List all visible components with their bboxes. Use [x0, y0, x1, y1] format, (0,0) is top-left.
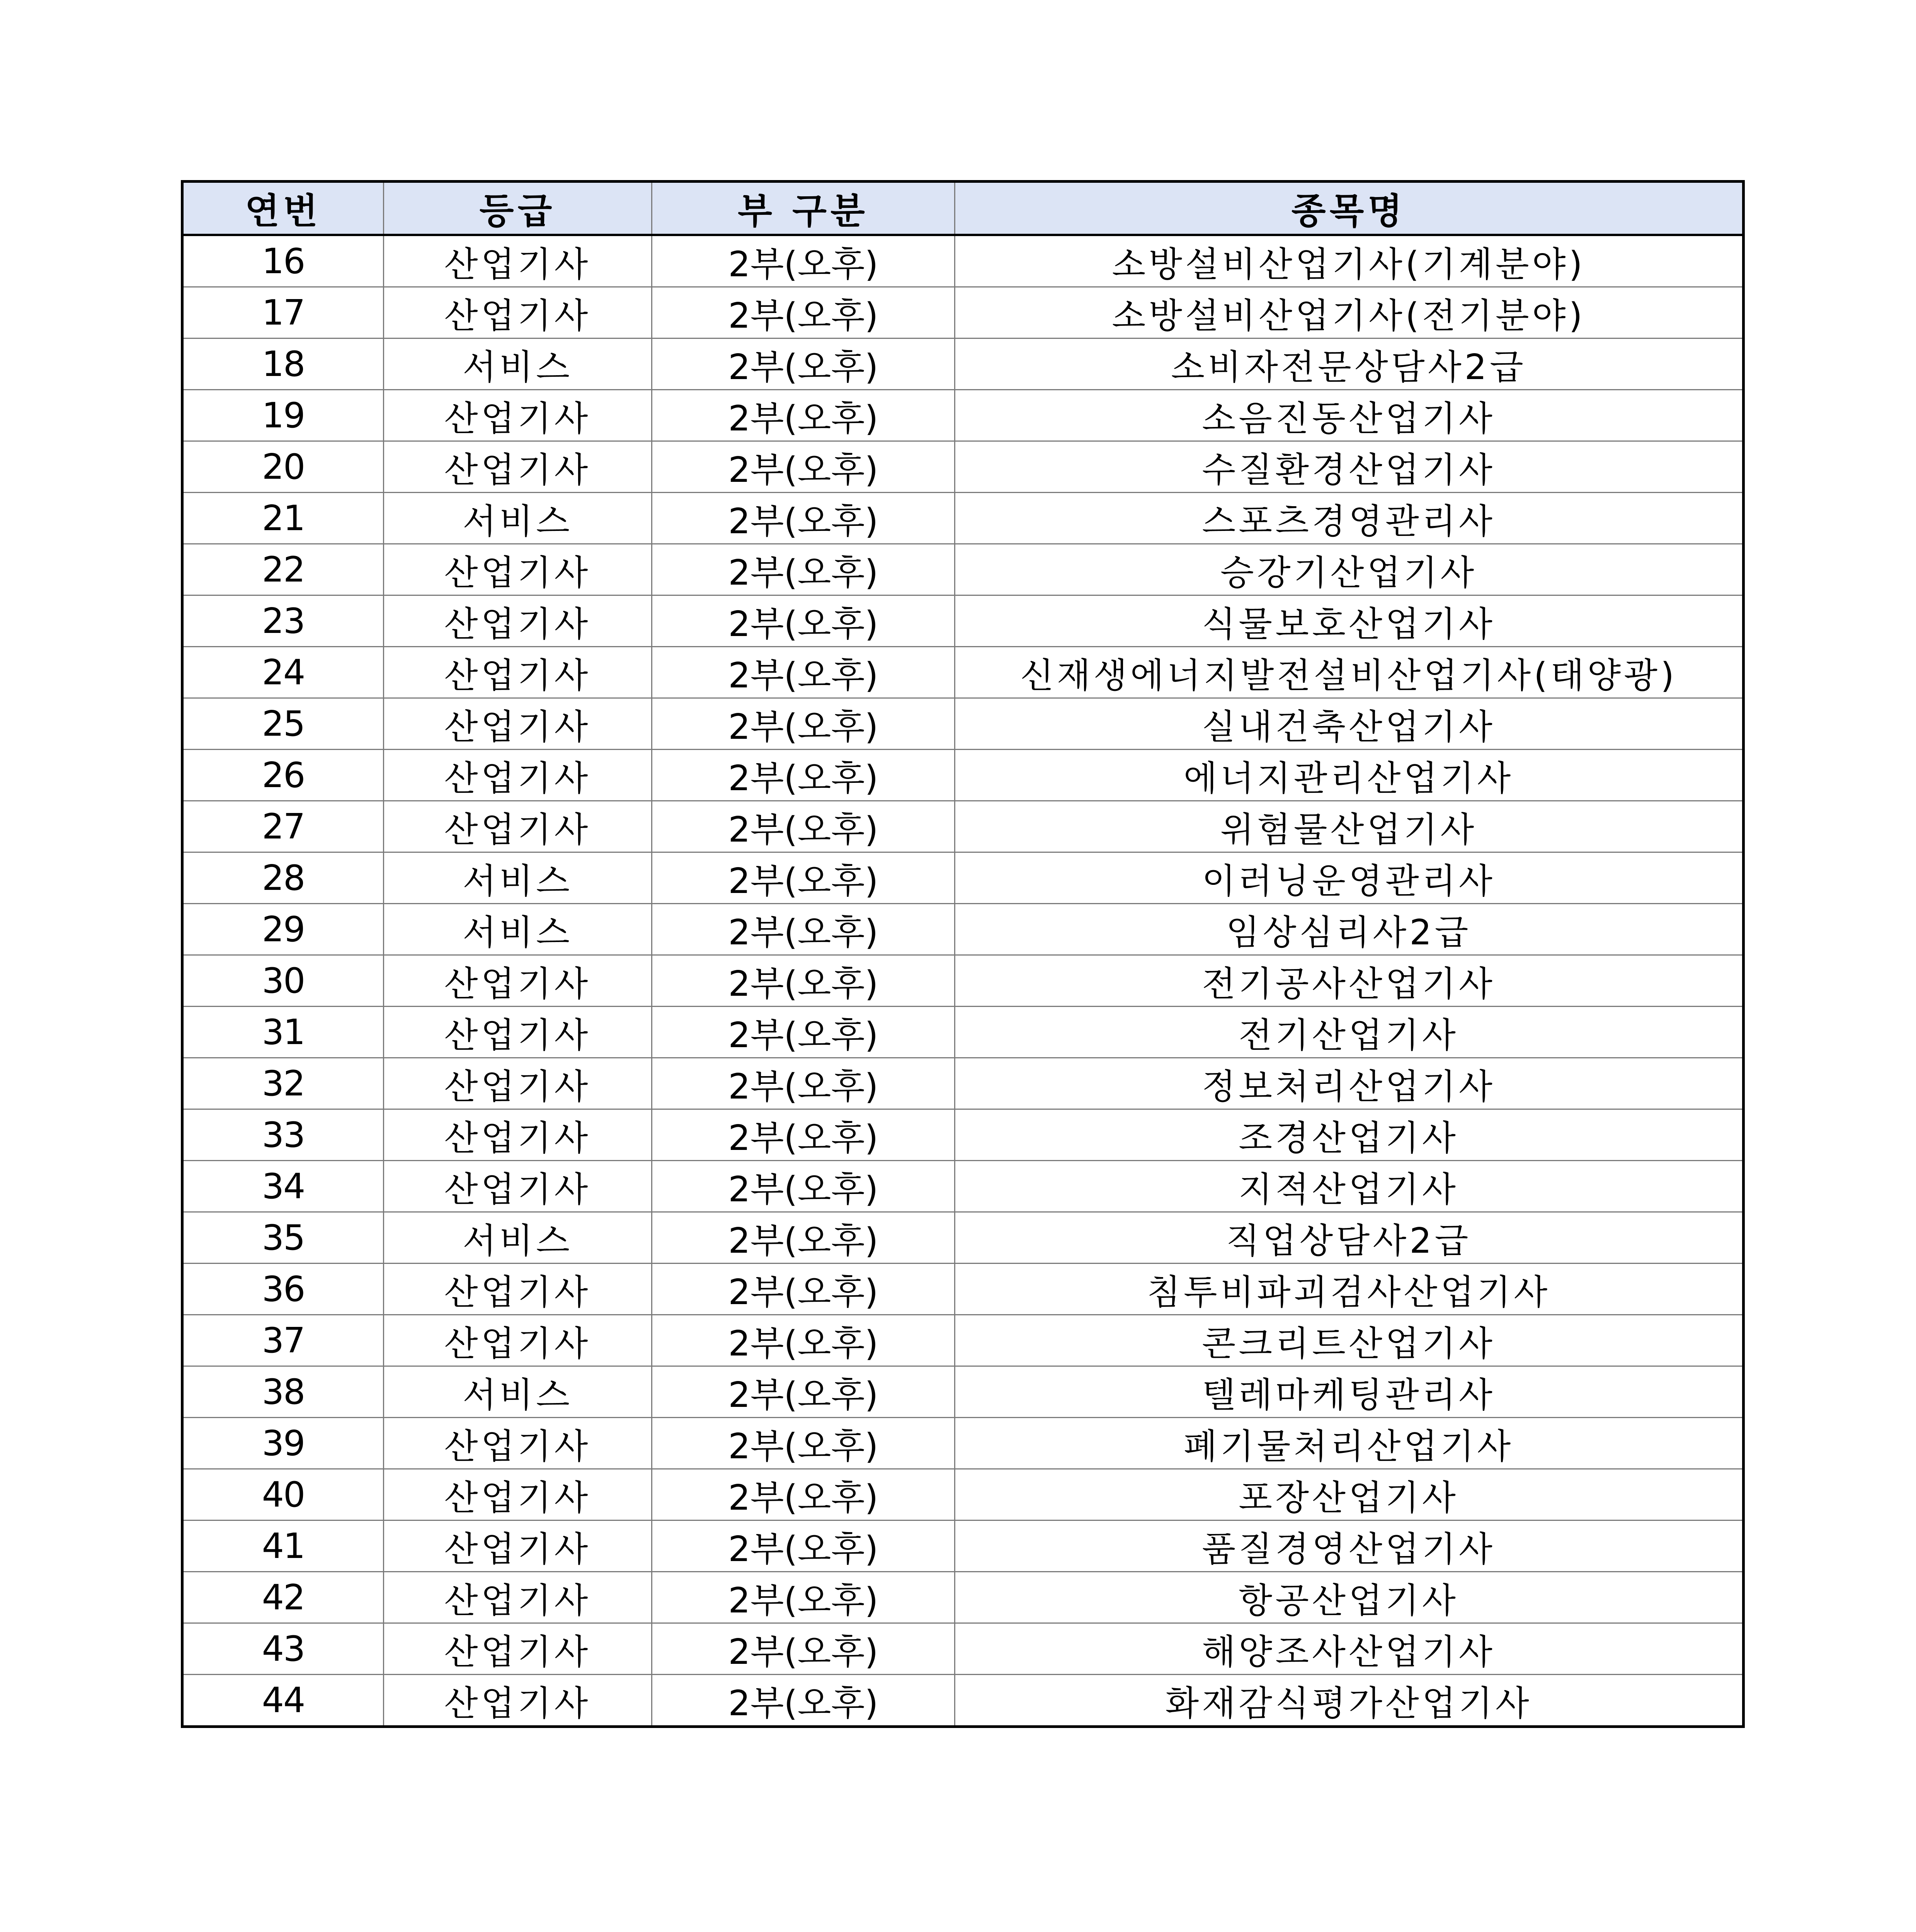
- cell-part: 2부(오후): [652, 750, 955, 801]
- table-row: [182, 1418, 1744, 1469]
- table-body: [182, 235, 1744, 1727]
- cell-grade: 산업기사: [384, 1623, 652, 1675]
- table-row: [182, 1366, 1744, 1418]
- cell-exam-name: 위험물산업기사: [955, 801, 1744, 852]
- cell-exam-name: 폐기물처리산업기사: [955, 1418, 1744, 1469]
- table-row: [182, 852, 1744, 904]
- table-row: [182, 493, 1744, 544]
- cell-exam-name: 직업상담사2급: [955, 1212, 1744, 1264]
- cell-exam-name: 승강기산업기사: [955, 544, 1744, 595]
- table-row: [182, 390, 1744, 441]
- cell-part: 2부(오후): [652, 1264, 955, 1315]
- cell-part: 2부(오후): [652, 1366, 955, 1418]
- cell-part: 2부(오후): [652, 801, 955, 852]
- table-row: [182, 1623, 1744, 1675]
- cell-part: 2부(오후): [652, 235, 955, 287]
- cell-no: 26: [182, 750, 384, 801]
- cell-grade: 산업기사: [384, 1058, 652, 1109]
- cell-exam-name: 에너지관리산업기사: [955, 750, 1744, 801]
- table-row: [182, 1572, 1744, 1623]
- cell-exam-name: 침투비파괴검사산업기사: [955, 1264, 1744, 1315]
- cell-part: 2부(오후): [652, 1161, 955, 1212]
- table-row: [182, 1264, 1744, 1315]
- cell-grade: 산업기사: [384, 1572, 652, 1623]
- cell-exam-name: 텔레마케팅관리사: [955, 1366, 1744, 1418]
- cell-no: 22: [182, 544, 384, 595]
- cell-exam-name: 정보처리산업기사: [955, 1058, 1744, 1109]
- table-row: [182, 287, 1744, 338]
- cell-exam-name: 지적산업기사: [955, 1161, 1744, 1212]
- cell-no: 36: [182, 1264, 384, 1315]
- cell-no: 30: [182, 955, 384, 1007]
- cell-no: 28: [182, 852, 384, 904]
- cell-exam-name: 스포츠경영관리사: [955, 493, 1744, 544]
- cell-grade: 산업기사: [384, 955, 652, 1007]
- cell-exam-name: 수질환경산업기사: [955, 441, 1744, 493]
- cell-no: 18: [182, 338, 384, 390]
- cell-exam-name: 해양조사산업기사: [955, 1623, 1744, 1675]
- table-row: [182, 698, 1744, 750]
- cell-grade: 산업기사: [384, 235, 652, 287]
- cell-no: 23: [182, 595, 384, 647]
- cell-no: 43: [182, 1623, 384, 1675]
- cell-grade: 서비스: [384, 1366, 652, 1418]
- cell-part: 2부(오후): [652, 1520, 955, 1572]
- cell-grade: 서비스: [384, 338, 652, 390]
- cell-part: 2부(오후): [652, 955, 955, 1007]
- cell-grade: 서비스: [384, 904, 652, 955]
- cell-grade: 산업기사: [384, 1109, 652, 1161]
- cell-grade: 산업기사: [384, 1675, 652, 1727]
- cell-grade: 산업기사: [384, 647, 652, 698]
- table-row: [182, 1315, 1744, 1366]
- cell-exam-name: 전기산업기사: [955, 1007, 1744, 1058]
- cell-part: 2부(오후): [652, 1418, 955, 1469]
- cell-grade: 산업기사: [384, 801, 652, 852]
- cell-no: 29: [182, 904, 384, 955]
- cell-no: 19: [182, 390, 384, 441]
- cell-grade: 산업기사: [384, 1469, 652, 1520]
- cell-exam-name: 포장산업기사: [955, 1469, 1744, 1520]
- cell-part: 2부(오후): [652, 1572, 955, 1623]
- table-row: [182, 1469, 1744, 1520]
- cell-grade: 서비스: [384, 852, 652, 904]
- header-no: 연번: [182, 182, 384, 235]
- cell-part: 2부(오후): [652, 1315, 955, 1366]
- cell-part: 2부(오후): [652, 647, 955, 698]
- cell-part: 2부(오후): [652, 852, 955, 904]
- table-row: [182, 1675, 1744, 1727]
- table-row: [182, 595, 1744, 647]
- cell-part: 2부(오후): [652, 338, 955, 390]
- cell-grade: 산업기사: [384, 544, 652, 595]
- cell-part: 2부(오후): [652, 1212, 955, 1264]
- cell-grade: 산업기사: [384, 441, 652, 493]
- cell-part: 2부(오후): [652, 544, 955, 595]
- cell-exam-name: 전기공사산업기사: [955, 955, 1744, 1007]
- cell-exam-name: 식물보호산업기사: [955, 595, 1744, 647]
- cell-no: 41: [182, 1520, 384, 1572]
- cell-part: 2부(오후): [652, 493, 955, 544]
- table-row: [182, 1007, 1744, 1058]
- cell-no: 35: [182, 1212, 384, 1264]
- table-row: [182, 1520, 1744, 1572]
- cell-exam-name: 소방설비산업기사(기계분야): [955, 235, 1744, 287]
- table-row: [182, 801, 1744, 852]
- cell-part: 2부(오후): [652, 904, 955, 955]
- table-header-row: [182, 182, 1744, 235]
- table-row: [182, 647, 1744, 698]
- cell-grade: 산업기사: [384, 1418, 652, 1469]
- cell-part: 2부(오후): [652, 287, 955, 338]
- cell-no: 17: [182, 287, 384, 338]
- cell-grade: 서비스: [384, 1212, 652, 1264]
- table-row: [182, 1161, 1744, 1212]
- cell-part: 2부(오후): [652, 1675, 955, 1727]
- cell-no: 33: [182, 1109, 384, 1161]
- cell-exam-name: 소음진동산업기사: [955, 390, 1744, 441]
- table-row: [182, 544, 1744, 595]
- cell-no: 38: [182, 1366, 384, 1418]
- cell-grade: 산업기사: [384, 1007, 652, 1058]
- cell-no: 27: [182, 801, 384, 852]
- cell-part: 2부(오후): [652, 1058, 955, 1109]
- cell-part: 2부(오후): [652, 595, 955, 647]
- table-row: [182, 1212, 1744, 1264]
- cell-no: 34: [182, 1161, 384, 1212]
- cell-part: 2부(오후): [652, 390, 955, 441]
- cell-grade: 산업기사: [384, 1315, 652, 1366]
- cell-no: 44: [182, 1675, 384, 1727]
- header-part: 부 구분: [652, 182, 955, 235]
- cell-exam-name: 품질경영산업기사: [955, 1520, 1744, 1572]
- table-row: [182, 338, 1744, 390]
- cell-grade: 산업기사: [384, 1161, 652, 1212]
- table-row: [182, 441, 1744, 493]
- cell-part: 2부(오후): [652, 1623, 955, 1675]
- cell-no: 31: [182, 1007, 384, 1058]
- cell-no: 39: [182, 1418, 384, 1469]
- cell-part: 2부(오후): [652, 1007, 955, 1058]
- cell-part: 2부(오후): [652, 1469, 955, 1520]
- cell-part: 2부(오후): [652, 1109, 955, 1161]
- cell-exam-name: 화재감식평가산업기사: [955, 1675, 1744, 1727]
- cell-grade: 서비스: [384, 493, 652, 544]
- cell-no: 32: [182, 1058, 384, 1109]
- table-row: [182, 750, 1744, 801]
- cell-no: 42: [182, 1572, 384, 1623]
- cell-grade: 산업기사: [384, 1520, 652, 1572]
- cell-no: 20: [182, 441, 384, 493]
- cell-exam-name: 콘크리트산업기사: [955, 1315, 1744, 1366]
- cell-grade: 산업기사: [384, 750, 652, 801]
- cell-exam-name: 신재생에너지발전설비산업기사(태양광): [955, 647, 1744, 698]
- table-row: [182, 1109, 1744, 1161]
- cell-grade: 산업기사: [384, 698, 652, 750]
- cell-grade: 산업기사: [384, 390, 652, 441]
- table-row: [182, 1058, 1744, 1109]
- table-row: [182, 235, 1744, 287]
- cell-exam-name: 실내건축산업기사: [955, 698, 1744, 750]
- cell-exam-name: 이러닝운영관리사: [955, 852, 1744, 904]
- header-name: 종목명: [955, 182, 1744, 235]
- cell-exam-name: 항공산업기사: [955, 1572, 1744, 1623]
- table-row: [182, 955, 1744, 1007]
- cell-no: 16: [182, 235, 384, 287]
- header-grade: 등급: [384, 182, 652, 235]
- cell-part: 2부(오후): [652, 441, 955, 493]
- cell-part: 2부(오후): [652, 698, 955, 750]
- cell-grade: 산업기사: [384, 595, 652, 647]
- cell-no: 25: [182, 698, 384, 750]
- cell-grade: 산업기사: [384, 1264, 652, 1315]
- cell-no: 24: [182, 647, 384, 698]
- cell-exam-name: 임상심리사2급: [955, 904, 1744, 955]
- exam-schedule-table: [181, 180, 1745, 1728]
- table-row: [182, 904, 1744, 955]
- cell-exam-name: 소비자전문상담사2급: [955, 338, 1744, 390]
- cell-no: 37: [182, 1315, 384, 1366]
- cell-exam-name: 조경산업기사: [955, 1109, 1744, 1161]
- cell-grade: 산업기사: [384, 287, 652, 338]
- cell-exam-name: 소방설비산업기사(전기분야): [955, 287, 1744, 338]
- cell-no: 21: [182, 493, 384, 544]
- cell-no: 40: [182, 1469, 384, 1520]
